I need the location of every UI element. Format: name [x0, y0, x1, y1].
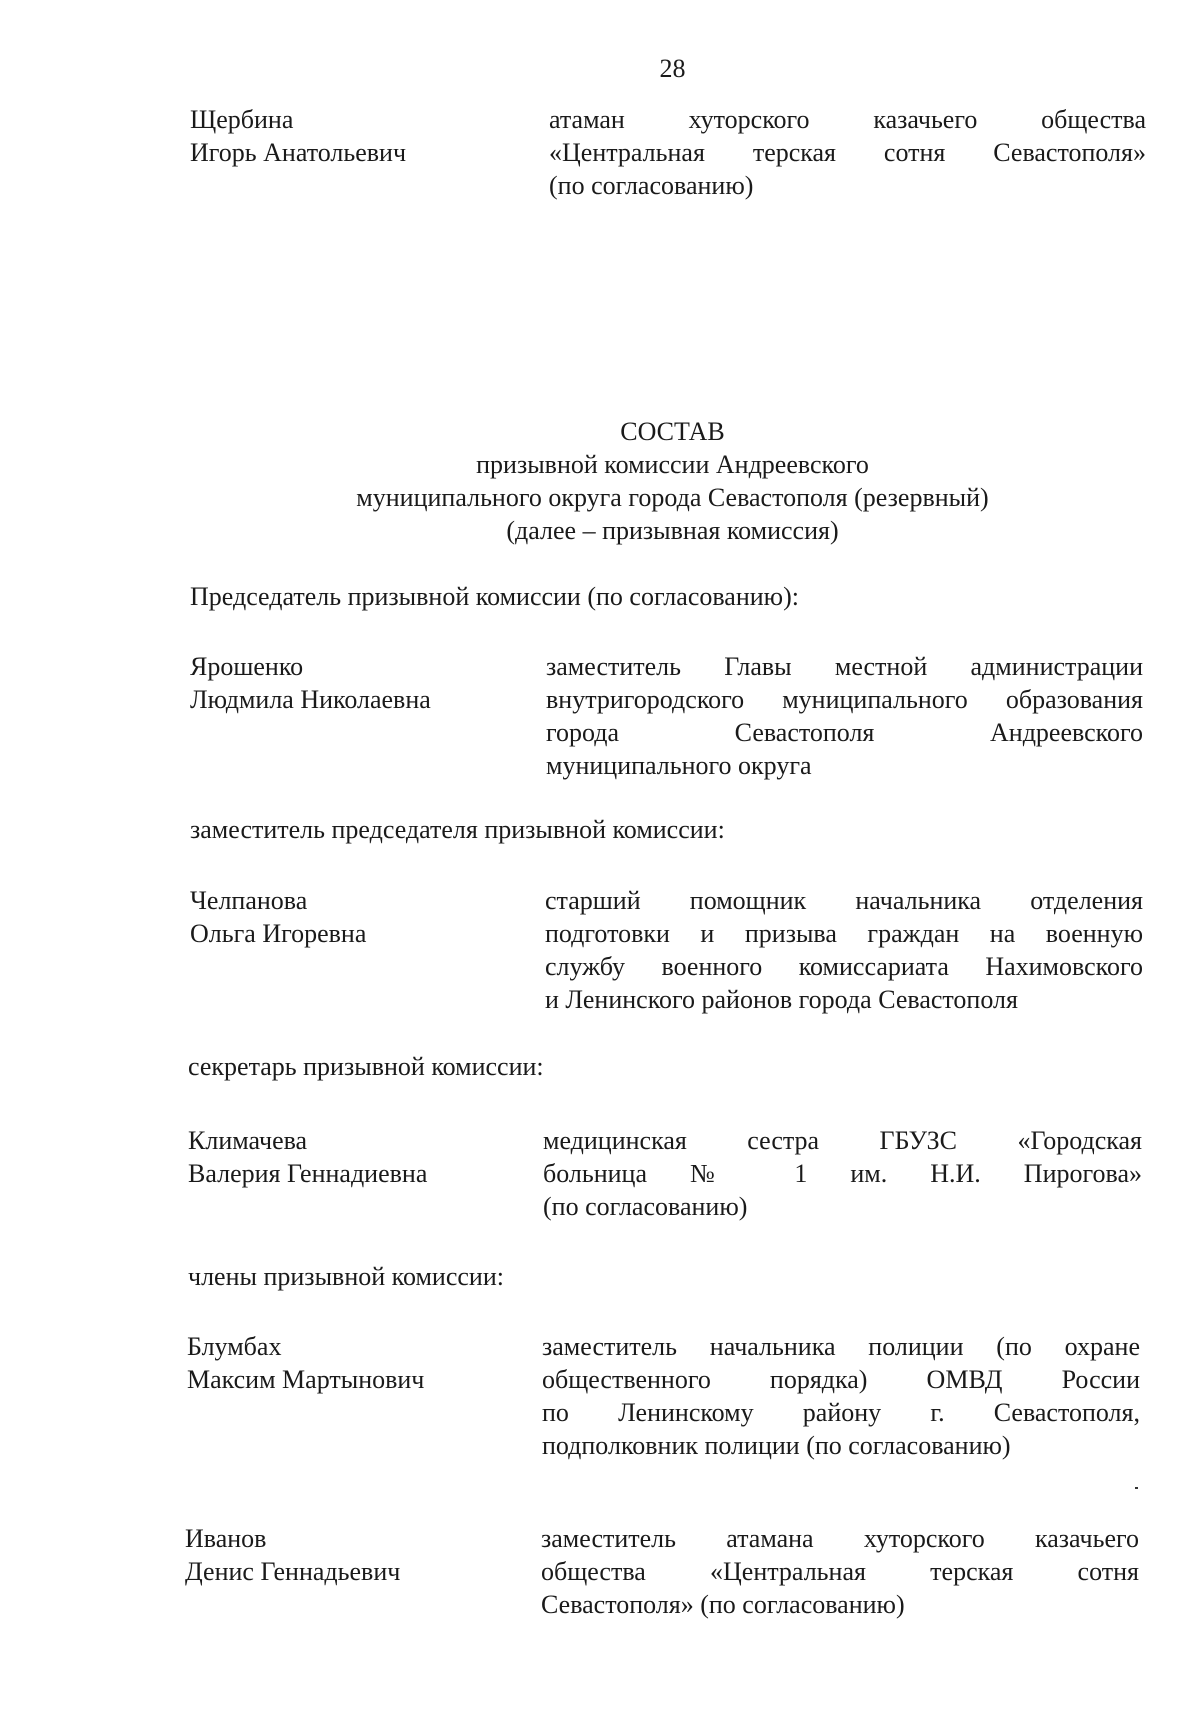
given-names: Валерия Геннадиевна — [188, 1159, 428, 1188]
position-line: по Ленинскому району г. Севастополя, — [542, 1398, 1140, 1427]
member-name — [190, 103, 490, 169]
section-label-members: члены призывной комиссии: — [188, 1262, 504, 1291]
given-names: Ольга Игоревна — [190, 919, 367, 948]
title-line: муниципального округа города Севастополя (резервный) — [356, 483, 989, 512]
position-line: заместитель Главы местной администрации — [546, 652, 1143, 681]
member-position — [545, 884, 1143, 1016]
member-position — [542, 1330, 1140, 1462]
surname: Челпанова — [190, 886, 308, 915]
page-number: 28 — [659, 54, 686, 83]
position-line: заместитель начальника полиции (по охране — [542, 1332, 1140, 1361]
title-line: призывной комиссии Андреевского — [476, 450, 869, 479]
position-line: муниципального округа — [546, 751, 812, 780]
position-line: атаман хуторского казачьего общества — [549, 105, 1146, 134]
position-line: «Центральная терская сотня Севастополя» — [549, 138, 1146, 167]
given-names: Максим Мартынович — [187, 1365, 425, 1394]
position-line: (по согласованию) — [543, 1192, 748, 1221]
member-name — [190, 884, 490, 950]
position-line: города Севастополя Андреевского — [546, 718, 1143, 747]
position-line: и Ленинского районов города Севастополя — [545, 985, 1018, 1014]
member-name — [187, 1330, 487, 1396]
given-names: Людмила Николаевна — [190, 685, 431, 714]
surname: Щербина — [190, 105, 294, 134]
title-heading: СОСТАВ — [620, 417, 725, 446]
section-label-chairman: Председатель призывной комиссии (по согласованию): — [190, 582, 799, 611]
position-line: общественного порядка) ОМВД России — [542, 1365, 1140, 1394]
member-position — [549, 103, 1146, 202]
surname: Иванов — [185, 1524, 267, 1553]
position-line: больница № 1 им. Н.И. Пирогова» — [543, 1159, 1142, 1188]
position-line: Севастополя» (по согласованию) — [541, 1590, 905, 1619]
member-position — [546, 650, 1143, 782]
surname: Блумбах — [187, 1332, 282, 1361]
member-name — [185, 1522, 485, 1588]
title-line: (далее – призывная комиссия) — [506, 516, 839, 545]
section-label-secretary: секретарь призывной комиссии: — [188, 1052, 544, 1081]
member-name — [188, 1124, 488, 1190]
position-line: медицинская сестра ГБУЗС «Городская — [543, 1126, 1142, 1155]
surname: Климачева — [188, 1126, 308, 1155]
position-line: подполковник полиции (по согласованию) — [542, 1431, 1011, 1460]
scan-speck — [1135, 1487, 1138, 1489]
member-position — [541, 1522, 1139, 1621]
member-position — [543, 1124, 1142, 1223]
member-name — [190, 650, 490, 716]
position-line: заместитель атамана хуторского казачьего — [541, 1524, 1139, 1553]
document-title — [0, 415, 1200, 547]
position-line: внутригородского муниципального образования — [546, 685, 1143, 714]
position-line: старший помощник начальника отделения — [545, 886, 1143, 915]
position-line: службу военного комиссариата Нахимовского — [545, 952, 1143, 981]
position-line: общества «Центральная терская сотня — [541, 1557, 1139, 1586]
position-line: (по согласованию) — [549, 171, 754, 200]
given-names: Денис Геннадьевич — [185, 1557, 401, 1586]
surname: Ярошенко — [190, 652, 304, 681]
position-line: подготовки и призыва граждан на военную — [545, 919, 1143, 948]
given-names: Игорь Анатольевич — [190, 138, 407, 167]
section-label-deputy: заместитель председателя призывной комиссии: — [190, 815, 725, 844]
